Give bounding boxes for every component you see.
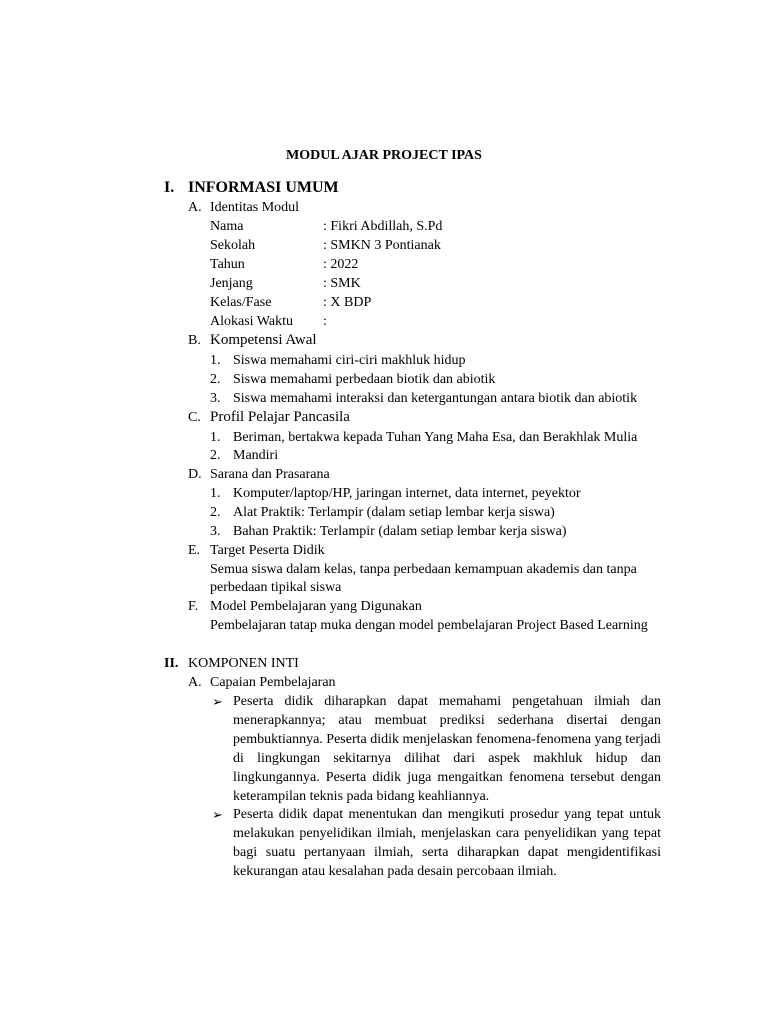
subsection-c-label: Profil Pelajar Pancasila [210, 409, 350, 425]
subsection-a-label: Capaian Pembelajaran [210, 675, 336, 690]
paragraph-line: Semua siswa dalam kelas, tanpa perbedaan kemampuan akademis dan tanpa [210, 562, 637, 577]
subsection-a-letter: A. [188, 675, 202, 690]
identity-value: : X BDP [323, 295, 372, 310]
list-number: 2. [210, 372, 221, 387]
list-number: 1. [210, 353, 221, 368]
identity-key: Tahun [210, 257, 245, 272]
subsection-b-letter: B. [188, 333, 201, 348]
bullet-paragraph: Peserta didik diharapkan dapat memahami pengetahuan ilmiah dan menerapkannya; atau membuat prediksi sederhana disertai dengan pembuktiannya. Peserta didik menjelaskan fenomena-fenomena yang terjadi di lingkungan sekitarnya dilihat dari aspek makhluk hidup dan lingkungannya. Peserta didik juga mengaitkan fenomena tersebut dengan keterampilan teknis pada bidang keahliannya. [233, 694, 662, 804]
list-number: 1. [210, 486, 221, 501]
subsection-e-letter: E. [188, 543, 201, 558]
list-item: Siswa memahami interaksi dan ketergantungan antara biotik dan abiotik [233, 391, 638, 406]
paragraph-line: Pembelajaran tatap muka dengan model pembelajaran Project Based Learning [210, 618, 648, 633]
arrow-bullet-icon: ➢ [212, 807, 223, 822]
list-item: Bahan Praktik: Terlampir (dalam setiap lembar kerja siswa) [233, 524, 567, 539]
subsection-b-label: Kompetensi Awal [210, 332, 317, 348]
identity-value: : 2022 [323, 257, 359, 272]
identity-key: Alokasi Waktu [210, 314, 293, 329]
subsection-d-label: Sarana dan Prasarana [210, 467, 330, 482]
list-item: Komputer/laptop/HP, jaringan internet, data internet, peyektor [233, 486, 581, 501]
identity-key: Jenjang [210, 276, 253, 291]
subsection-f-letter: F. [188, 599, 199, 614]
list-number: 1. [210, 430, 221, 445]
list-item: Siswa memahami ciri-ciri makhluk hidup [233, 353, 466, 368]
list-number: 3. [210, 391, 221, 406]
subsection-a-letter: A. [188, 200, 202, 215]
identity-value: : Fikri Abdillah, S.Pd [323, 219, 443, 234]
arrow-bullet-icon: ➢ [212, 694, 223, 709]
section-2-heading: KOMPONEN INTI [188, 656, 299, 671]
identity-value: : SMKN 3 Pontianak [323, 238, 441, 253]
list-item: Beriman, bertakwa kepada Tuhan Yang Maha Esa, dan Berakhlak Mulia [233, 430, 638, 445]
section-2-numeral: II. [164, 656, 179, 671]
subsection-d-letter: D. [188, 467, 202, 482]
identity-key: Kelas/Fase [210, 295, 272, 310]
subsection-e-label: Target Peserta Didik [210, 543, 325, 558]
paragraph-line: perbedaan tipikal siswa [210, 580, 342, 595]
identity-value: : SMK [323, 276, 361, 291]
identity-key: Nama [210, 219, 244, 234]
subsection-f-label: Model Pembelajaran yang Digunakan [210, 599, 422, 614]
list-number: 3. [210, 524, 221, 539]
list-number: 2. [210, 448, 221, 463]
list-item: Mandiri [233, 448, 279, 463]
list-number: 2. [210, 505, 221, 520]
document-title: MODUL AJAR PROJECT IPAS [286, 148, 482, 163]
subsection-c-letter: C. [188, 410, 201, 425]
section-1-numeral: I. [164, 179, 175, 196]
section-1-heading: INFORMASI UMUM [188, 179, 339, 196]
identity-value: : [323, 314, 327, 329]
list-item: Alat Praktik: Terlampir (dalam setiap lembar kerja siswa) [233, 505, 555, 520]
list-item: Siswa memahami perbedaan biotik dan abiotik [233, 372, 496, 387]
subsection-a-label: Identitas Modul [210, 200, 300, 215]
bullet-paragraph: Peserta didik dapat menentukan dan mengikuti prosedur yang tepat untuk melakukan penyelidikan ilmiah, menjelaskan cara penyelidikan yang tepat bagi suatu pertanyaan ilmiah, serta diharapkan dapat mengidentifikasi kekurangan atau kesalahan pada desain percobaan ilmiah. [233, 807, 661, 879]
identity-key: Sekolah [210, 238, 256, 253]
